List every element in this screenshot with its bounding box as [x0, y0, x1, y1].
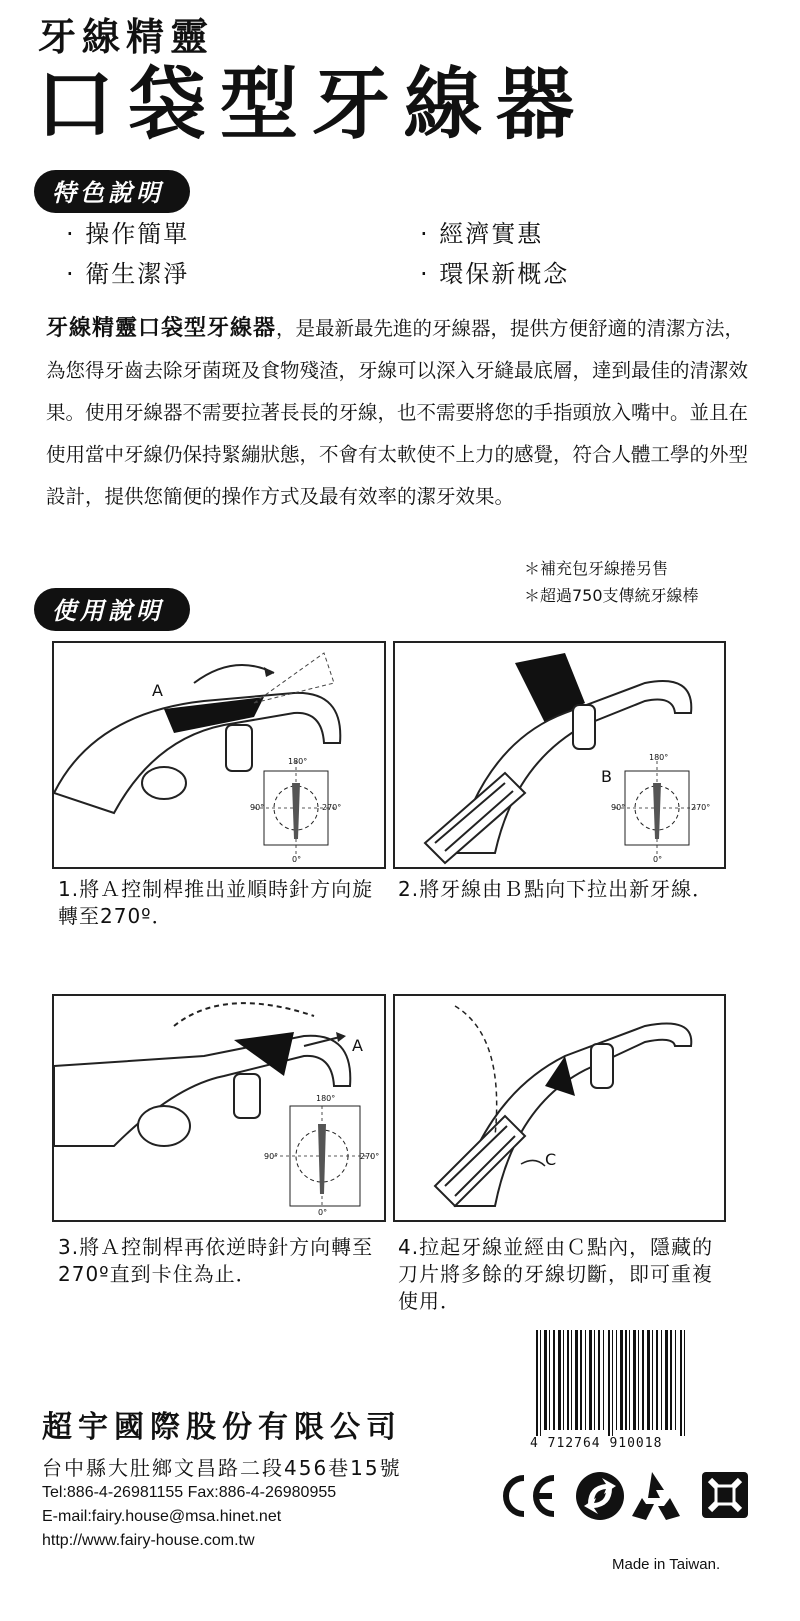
product-title: 口袋型牙線器: [36, 60, 589, 150]
features-label: 特色說明: [34, 170, 190, 213]
flosser-drawing: [54, 643, 384, 867]
made-in-label: Made in Taiwan.: [612, 1556, 721, 1573]
brand-title: 牙線精靈: [38, 15, 215, 59]
note-equivalent: ＊超過750支傳統牙線棒: [524, 586, 699, 605]
step-number: 4.: [398, 1235, 420, 1259]
step-number: 3.: [58, 1235, 80, 1259]
company-address: 台中縣大肚鄉文昌路二段456巷15號: [42, 1456, 402, 1480]
dial-top-label: 180°: [649, 753, 669, 762]
step-number: 2.: [398, 877, 420, 901]
contact-tel-fax: Tel:886-4-26981155 Fax:886-4-26980955: [42, 1484, 337, 1501]
flosser-drawing: [54, 996, 384, 1220]
dial-left-label: 90°: [264, 1152, 279, 1161]
intro-paragraph: [46, 308, 751, 518]
feature-item: · 環保新概念: [420, 260, 570, 288]
feature-item: · 經濟實惠: [420, 220, 544, 248]
step-2-caption: [398, 876, 728, 903]
marker-label: A: [352, 1036, 363, 1055]
contact-website: http://www.fairy-house.com.tw: [42, 1532, 255, 1549]
feature-item: · 衛生潔淨: [66, 260, 190, 288]
marker-label: C: [545, 1150, 557, 1169]
step-number: 1.: [58, 877, 80, 901]
dial-top-label: 180°: [288, 757, 308, 766]
contact-email: E-mail:fairy.house@msa.hinet.net: [42, 1508, 282, 1525]
step-text: 拉起牙線並經由Ｃ點內，隱藏的刀片將多餘的牙線切斷，即可重複使用．: [398, 1235, 714, 1313]
marker-label: B: [601, 767, 612, 786]
dial-right-label: 270°: [360, 1152, 380, 1161]
certification-logos: [496, 1468, 752, 1524]
dial-right-label: 270°: [322, 803, 342, 812]
barcode: [530, 1330, 700, 1440]
intro-text: ，是最新最先進的牙線器，提供方便舒適的清潔方法，為您得牙齒去除牙菌斑及食物殘渣，牙線可以深入牙縫最底層，達到最佳的清潔效果。使用牙線器不需要拉著長長的牙線，也不需要將您的手指頭放入嘴中。並且在使用當中牙線仍保持緊繃狀態，不會有太軟使不上力的感覺，符合人體工學的外型設計，提供您簡便的操作方式及最有效率的潔牙效果。: [46, 317, 749, 508]
note-refill: ＊補充包牙線捲另售: [524, 559, 669, 578]
step-1-caption: [58, 876, 378, 930]
flosser-drawing: [395, 996, 724, 1220]
step-1-illustration: [52, 641, 386, 869]
company-name: 超宇國際股份有限公司: [42, 1410, 402, 1445]
step-4-caption: [398, 1234, 718, 1315]
step-3-illustration: [52, 994, 386, 1222]
intro-bold: 牙線精靈口袋型牙線器: [46, 316, 277, 341]
feature-item: · 操作簡單: [66, 220, 190, 248]
step-text: 將Ａ控制桿再依逆時針方向轉至270º直到卡住為止．: [58, 1235, 374, 1286]
step-4-illustration: [393, 994, 726, 1222]
dial-left-label: 90°: [250, 803, 265, 812]
dial-bottom-label: 0°: [292, 855, 302, 864]
barcode-bars: [530, 1330, 700, 1440]
step-text: 將牙線由Ｂ點向下拉出新牙線．: [419, 877, 714, 901]
ce-mark-icon: [496, 1468, 752, 1524]
dial-left-label: 90°: [611, 803, 626, 812]
dial-bottom-label: 0°: [318, 1208, 328, 1217]
step-3-caption: [58, 1234, 378, 1288]
step-text: 將Ａ控制桿推出並順時針方向旋轉至270º．: [58, 877, 374, 928]
dial-bottom-label: 0°: [653, 855, 663, 864]
barcode-number: 4 712764 910018: [530, 1436, 700, 1451]
marker-label: A: [152, 681, 163, 700]
usage-label: 使用說明: [34, 588, 190, 631]
dial-top-label: 180°: [316, 1094, 336, 1103]
dial-right-label: 270°: [691, 803, 711, 812]
flosser-drawing: [395, 643, 724, 867]
step-2-illustration: [393, 641, 726, 869]
